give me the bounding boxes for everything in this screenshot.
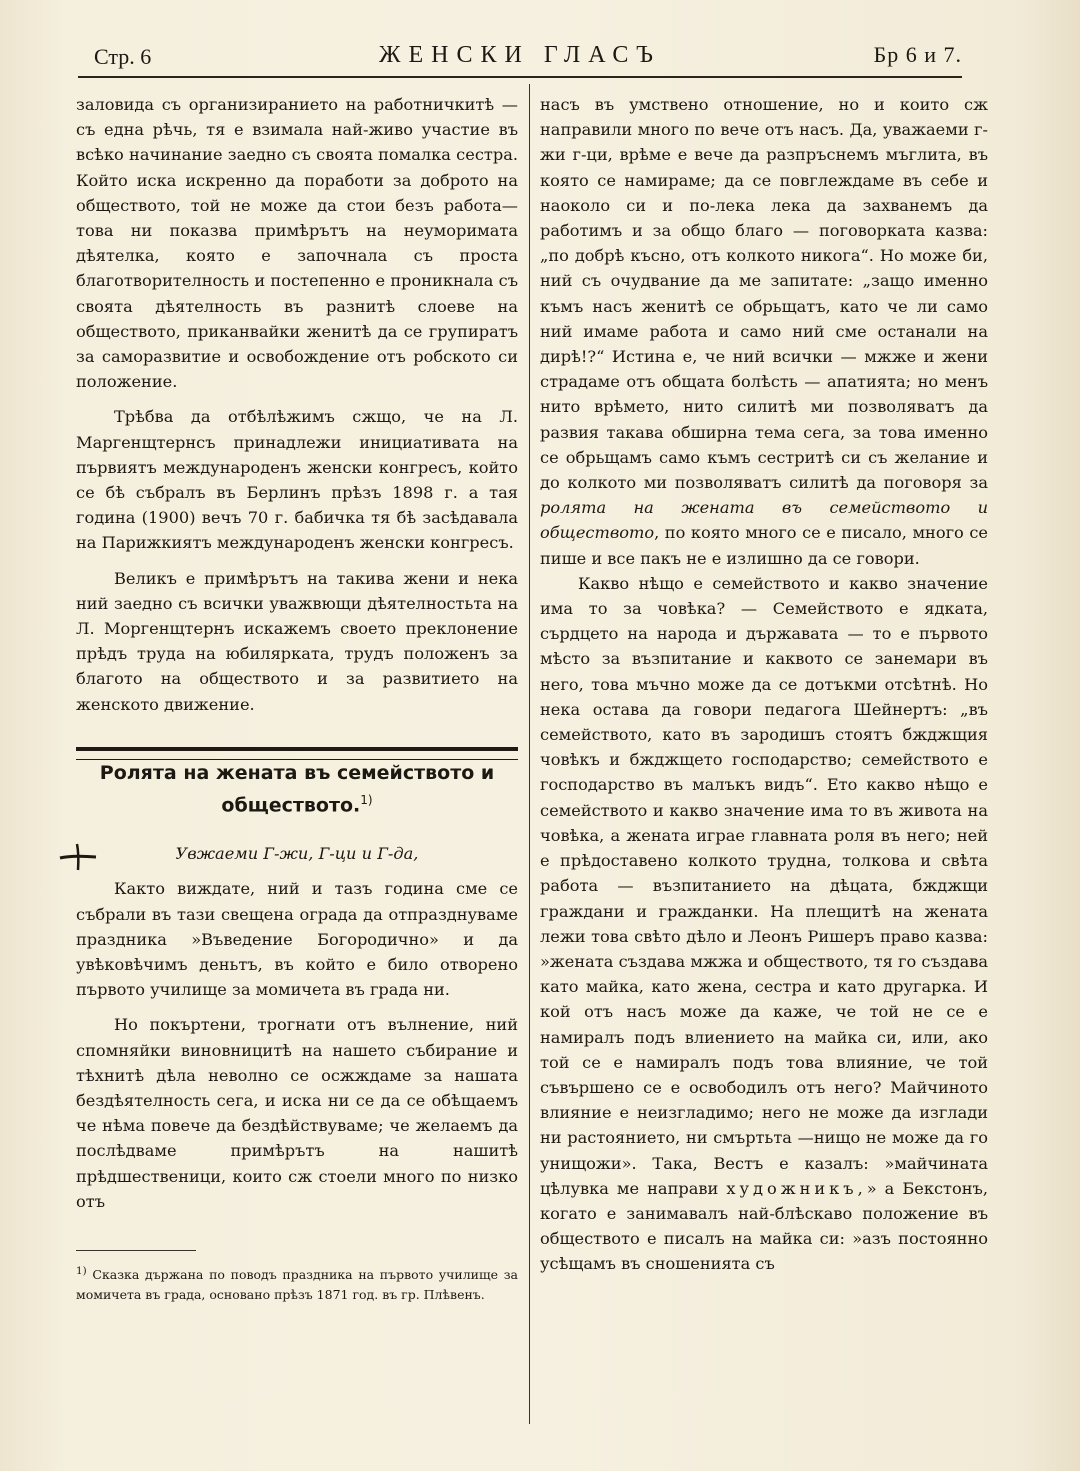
- paragraph: насъ въ умствено отношение, но и които сж направили много по вече отъ насъ. Да, уважаеми г-жи г-ци, врѣме е вече да разпръснемъ мъглита, въ която се намираме; да се повглеждаме въ себе и наоколо си и по-лека лека да захванемъ да работимъ и за общо благо — поговорката казва: „по добрѣ късно, отъ колкото никога“. Но може би, ний съ очудвание да ме запитате: „защо именно къмъ насъ женитѣ се обрьщатъ, като че ли само ний имаме работа и само ний сме останали на дирѣ!?“ Истина е, че ний всички — мжже и жени страдаме отъ общата болѣсть — апатията; но менъ нито врѣмето, нито силитѣ ми позволяватъ да развия такава обширна тема сега, за това именно се обрьщамъ само къмъ сестритѣ си съ желание и до колкото ми позволяватъ силитѣ да поговоря за ролята на жената въ семейството и обществото, по която много се е писало, много се пише и все пакъ не е излишно да се говори.: [540, 95, 988, 568]
- footnote-rule: [76, 1250, 196, 1251]
- column-divider: [529, 84, 530, 1424]
- paragraph: Какво нѣщо е семейството и какво значение има то за човѣка? — Семейството е ядката, сърдцето на народа и държавата — то е първото мѣсто за възпитание и каквото се занемари въ него, това мъчно може да се дотъкми отсѣтнѣ. Но нека остава да говори педагога Шейнертъ: „въ семейството, като въ зародишъ стоятъ бжджщия човѣкъ и бжджщето господарство; семейството е господарство въ малъкъ видъ“. Ето какво нѣщо е семейството и какво значение има то въ живота на човѣка, а жената играе главната роля въ него; ней е прѣдоставено колкото трудна, толкова и свѣта работа — възпитанието на дѣцата, бжджщи граждани и гражданки. На плещитѣ на жената лежи това свѣто дѣло и Леонъ Ришеръ право казва: »жената създава мжжа и обществото, тя го създава като майка, като жена, сестра и като другарка. И кой отъ насъ може да каже, че той не се е намиралъ подъ влиението на майка си, или, ако той се е намиралъ подъ това влияние, че той съвършено се е освободилъ отъ него? Майчиното влияние е неизгладимо; него не може да изглади ни растоянието, ни смъртьта —нищо не може да го унищожи». Така, Вестъ е казалъ: »майчината цѣлувка ме направи художникъ,» а Бекстонъ, когато е занимавалъ най-блѣскаво положение въ обществото е писалъ на майка си: »азъ постоянно усѣщамъ въ сношенията съ: [540, 573, 988, 1274]
- paragraph: заловида съ организиранието на работничкитѣ — съ една рѣчь, тя е взимала най-живо участие въ всѣко начинание заедно съ своята помалка сестра. Който иска искренно да поработи за доброто на обществото, той не може да стои безъ работа—това ни показва примѣрътъ на неуморимата дѣятелка, която е започнала съ проста благотворителность и постепенно е проникнала съ своята дѣятелность въ разнитѣ слоеве на обществото, приканвайки женитѣ да се групиратъ за саморазвитие и освобождение отъ робското си положение.: [76, 95, 518, 392]
- footnote: $^{1)}$ Сказка държана по поводъ праздника на първото училище за момичета въ града, основано прѣзъ 1871 год. въ гр. Плѣвенъ.: [76, 1265, 518, 1303]
- right-column: [540, 92, 988, 1277]
- paragraph: Но покъртени, трогнати отъ вълнение, ний спомняйки виновницитѣ на нашето събирание и тѣхнитѣ дѣла неволно се осжждаме за нашата бездѣятелность сега, и иска ни се да се обѣщаемъ че нѣма повече да бездѣйствуваме; че желаемъ да послѣдваме примѣрътъ на нашитѣ прѣдшественици, които сж стоели много по низко отъ: [76, 1015, 518, 1211]
- footnote-ref: 1): [360, 792, 373, 807]
- footnote-mark: 1): [76, 1265, 87, 1278]
- issue-number: Бр 6 и 7.: [873, 42, 962, 67]
- paragraph: Както виждате, ний и тазъ година сме се събрали въ тази свещена ограда да отпразднуваме праздника »Въведение Богородично» и да увѣковѣчимъ деньтъ, въ който е било отворено първото училище за момичета въ града ни.: [76, 879, 518, 1000]
- paragraph: Великъ е примѣрътъ на такива жени и нека ний заедно съ всички уважвющи дѣятелностьта на Л. Моргенщтернъ искажемъ своето преклонение прѣдъ труда на юбилярката, трудъ положенъ за благото на обществото и за развитието на женското движение.: [76, 568, 518, 714]
- article-title: Ролята на жената въ семейството и обществото.$^{1)}$: [99, 761, 495, 817]
- paragraph: Трѣбва да отбѣлѣжимъ сжщо, че на Л. Маргенщтернсъ принадлежи инициативата на първиятъ международенъ женски конгресъ, който се бѣ събралъ въ Берлинъ прѣзъ 1898 г. а тая година (1900) вечъ 70 г. бабичка тя бѣ засѣдавала на Парижкиятъ международенъ женски конгресъ.: [76, 407, 518, 553]
- spaced-word: художникъ,: [726, 1178, 867, 1198]
- emphasis: ролята на жената въ семейството и обществото: [540, 498, 988, 543]
- left-column: [76, 92, 518, 1305]
- page-number: Стр. 6: [94, 44, 152, 69]
- header-rule: [78, 76, 962, 78]
- salutation: Увжаеми Г-жи, Г-ци и Г-да,: [175, 844, 419, 864]
- page-header: [78, 38, 962, 78]
- section-divider: [76, 747, 518, 760]
- newspaper-title: ЖЕНСКИ ГЛАСЪ: [379, 42, 661, 68]
